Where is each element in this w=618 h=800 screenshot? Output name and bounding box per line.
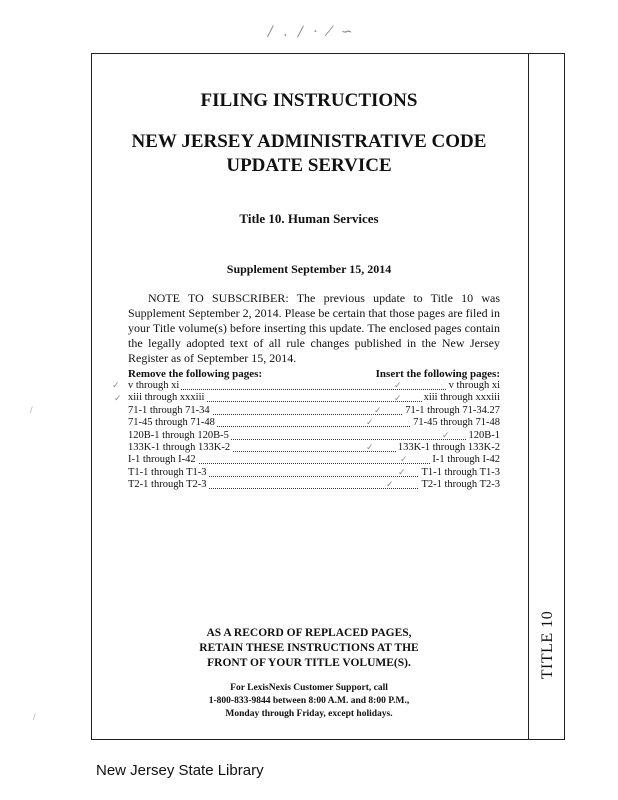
code-heading (91, 130, 527, 178)
pages-table-header (128, 368, 500, 380)
code-heading-line2: UPDATE SERVICE (226, 155, 392, 176)
table-row (128, 392, 500, 404)
record-line1: AS A RECORD OF REPLACED PAGES, (206, 627, 412, 639)
record-line2: RETAIN THESE INSTRUCTIONS AT THE (199, 642, 419, 654)
table-row (128, 467, 500, 479)
pencil-check-mark: ✓ (394, 380, 402, 390)
pencil-check-mark: ✓ (442, 430, 450, 440)
title-name: Title 10. Human Services (239, 211, 379, 226)
support-line2: 1-800-833-9844 between 8:00 A.M. and 8:00 P.M., (208, 696, 410, 706)
insert-cell: v through xi (448, 380, 500, 391)
margin-mark: / (30, 405, 33, 415)
insert-cell: T2-1 through T2-3 (421, 479, 500, 491)
support-line1: For LexisNexis Customer Support, call (230, 683, 388, 693)
remove-cell: 71-1 through 71-34 (128, 404, 210, 416)
pencil-check-mark: ✓ (374, 405, 382, 415)
support-line3: Monday through Friday, except holidays. (225, 709, 393, 719)
remove-cell: 120B-1 through 120B-5 (128, 429, 229, 441)
pencil-check-mark: ✓ (386, 479, 394, 489)
insert-cell: 71-1 through 71-34.27 (405, 404, 500, 416)
pencil-check-mark: ✓ (366, 417, 374, 427)
table-row (128, 405, 500, 417)
code-heading-line1: NEW JERSEY ADMINISTRATIVE CODE (131, 131, 487, 152)
title-tab-label: TITLE 10 (539, 610, 556, 680)
handwritten-scrawl: / . ∕ · ⁄ ∽ (268, 24, 356, 40)
pencil-check-mark: ✓ (400, 454, 408, 464)
pencil-check-mark: ✓ (112, 380, 120, 390)
record-line3: FRONT OF YOUR TITLE VOLUME(S). (207, 657, 411, 669)
remove-cell: T1-1 through T1-3 (128, 466, 207, 478)
insert-cell: xiii through xxxiii (423, 392, 500, 404)
table-row (128, 380, 500, 392)
pencil-check-mark: ✓ (366, 442, 374, 452)
insert-cell: I-1 through I-42 (432, 454, 500, 466)
record-instructions (91, 626, 527, 671)
remove-cell: T2-1 through T2-3 (128, 479, 207, 491)
margin-mark: / (33, 712, 36, 722)
remove-cell: 133K-1 through 133K-2 (128, 441, 231, 453)
insert-header: Insert the following pages: (375, 368, 500, 380)
insert-cell: T1-1 through T1-3 (421, 466, 500, 478)
remove-cell: v through xi (128, 380, 180, 391)
page-title: FILING INSTRUCTIONS (200, 90, 418, 111)
supplement-date: Supplement September 15, 2014 (226, 262, 392, 276)
remove-cell: I-1 through I-42 (128, 454, 196, 466)
table-row (128, 442, 500, 454)
insert-cell: 133K-1 through 133K-2 (397, 441, 500, 453)
pencil-check-mark: ✓ (398, 467, 406, 477)
table-row (128, 417, 500, 429)
pencil-check-mark: ✓ (394, 393, 402, 403)
insert-cell: 120B-1 (468, 429, 500, 441)
remove-header: Remove the following pages: (128, 368, 263, 380)
subscriber-note: NOTE TO SUBSCRIBER: The previous update to Title 10 was Supplement September 2, 2014. Please be certain that those pages are filed in your Title volume(s) before inserting this update. The enclosed pages contain the legally adopted text of all rule changes published in the New Jersey Register as of September 15, 2014. (128, 291, 500, 365)
customer-support (91, 682, 527, 721)
insert-cell: 71-45 through 71-48 (413, 417, 500, 429)
table-row (128, 454, 500, 466)
pencil-check-mark: ✓ (114, 393, 122, 403)
library-footer: New Jersey State Library (96, 762, 264, 779)
remove-cell: 71-45 through 71-48 (128, 417, 215, 429)
table-row (128, 479, 500, 491)
remove-cell: xiii through xxxiii (128, 392, 205, 404)
